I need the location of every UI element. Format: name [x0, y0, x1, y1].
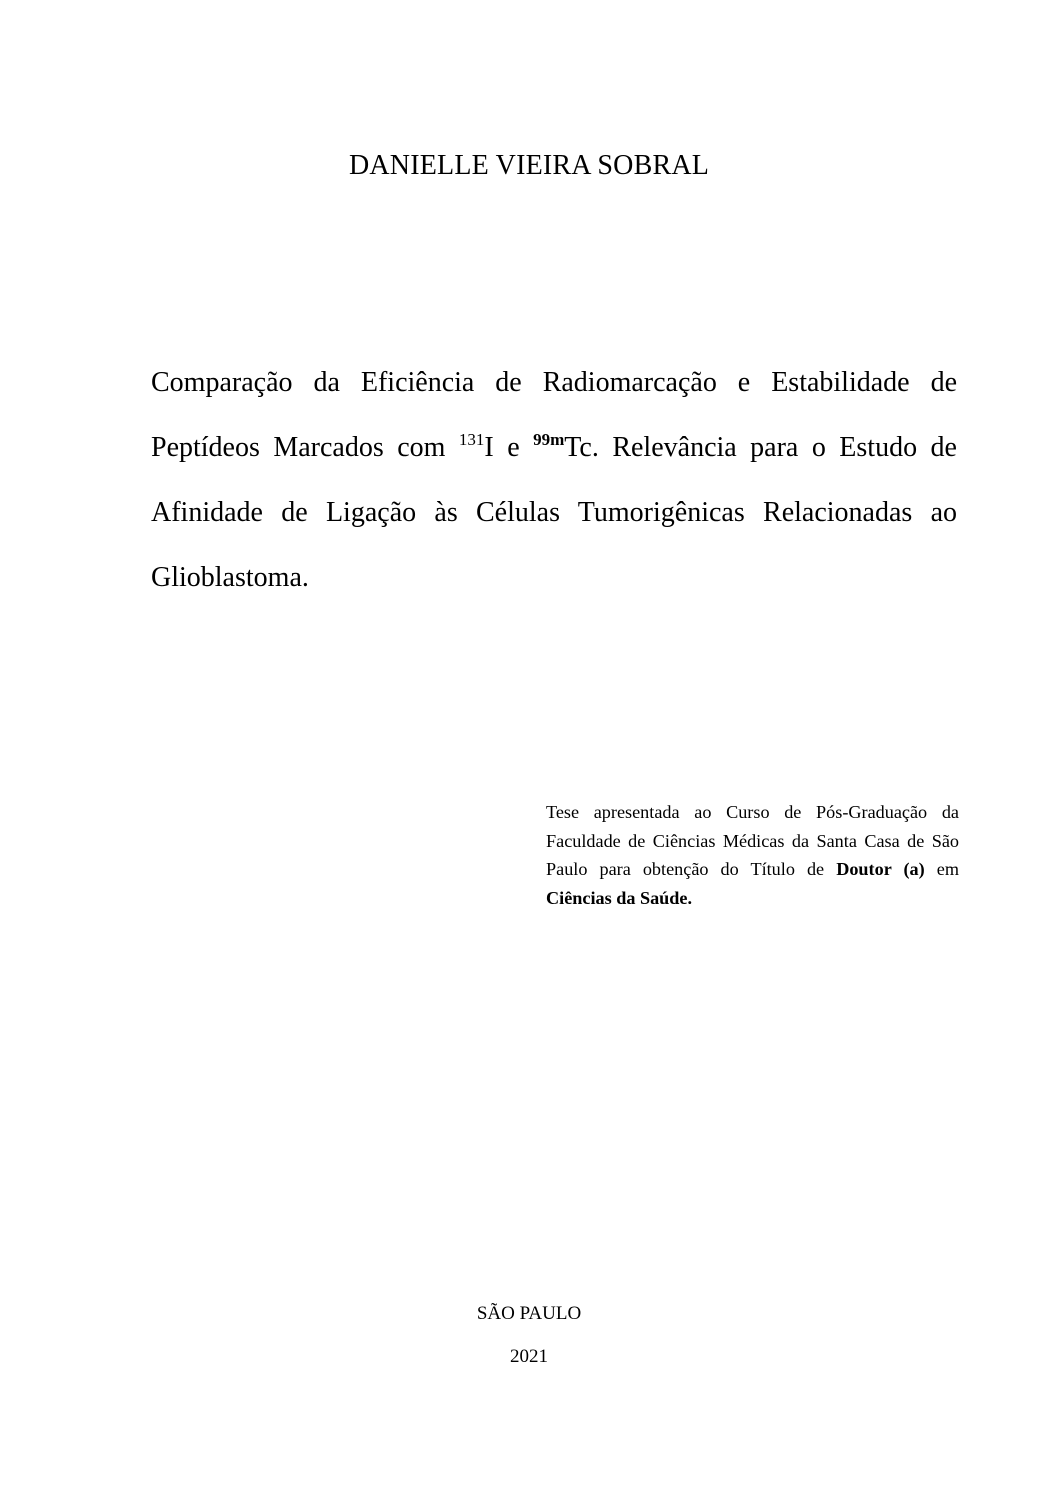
- title-superscript-131: 131: [458, 430, 485, 449]
- note-text-part-2: em: [924, 859, 959, 880]
- thesis-presentation-note: [546, 798, 959, 912]
- thesis-title: [151, 350, 957, 610]
- author-name: DANIELLE VIEIRA SOBRAL: [348, 150, 710, 181]
- note-field: Ciências da Saúde.: [546, 887, 693, 908]
- note-text-part-1: Tese apresentada ao Curso de Pós-Graduação da Faculdade de Ciências Médicas da Santa Casa de São Paulo para obtenção do Título de: [546, 802, 959, 880]
- title-text-part-2: I e: [484, 432, 534, 463]
- city: SÃO PAULO: [476, 1303, 582, 1324]
- title-text-part-3: Tc. Relevância para o Estudo de Afinidade de Ligação às Células Tumorigênicas Relacionadas ao Glioblastoma.: [151, 432, 957, 593]
- note-degree: Doutor (a): [836, 859, 925, 880]
- title-text-part-1: Comparação da Eficiência de Radiomarcação e Estabilidade de Peptídeos Marcados com: [151, 367, 957, 463]
- title-superscript-99m: 99m: [533, 430, 565, 449]
- year: 2021: [510, 1346, 548, 1367]
